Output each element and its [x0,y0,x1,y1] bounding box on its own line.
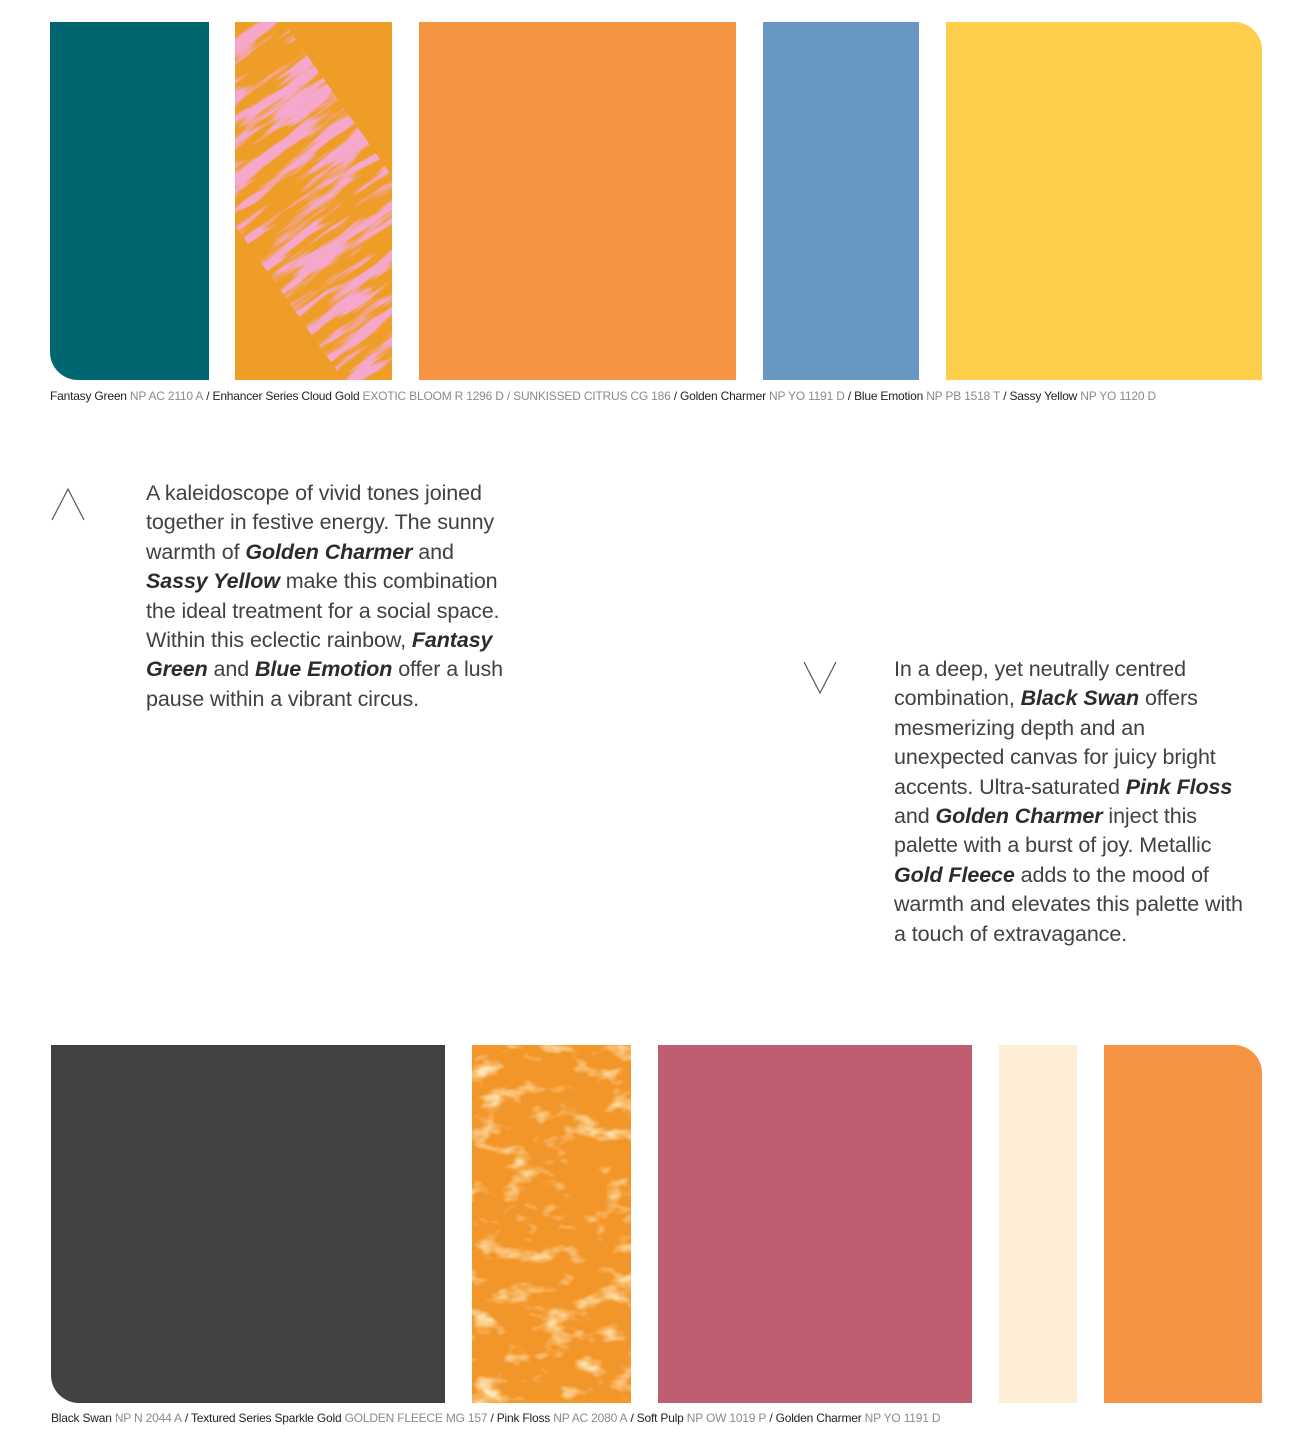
top-palette-caption [50,389,1156,403]
caption-separator: / [487,1411,497,1425]
top-palette-description [146,479,518,714]
color-name-emphasis: Pink Floss [1125,774,1233,799]
color-code: NP N 2044 A [111,1411,182,1425]
color-name: Golden Charmer [679,389,766,403]
color-name-emphasis: Golden Charmer [935,804,1103,829]
color-code: NP YO 1191 D [765,389,845,403]
caption-separator: / [766,1411,776,1425]
color-name: Blue Emotion [854,389,924,403]
swatch-golden-charmer-2 [1104,1045,1262,1403]
text-segment: offers mesmerizing depth and an unexpected canvas for juicy bright accents. Ultra-saturated [894,686,1216,799]
color-code: NP AC 2110 A [126,389,204,403]
text-segment: adds to the mood of warmth and elevates this palette with a touch of extravagance. [894,862,1243,946]
text-segment: A kaleidoscope of vivid tones joined together in festive energy. The sunny warmth of [146,481,495,564]
color-name-emphasis: Gold Fleece [894,862,1015,887]
color-name-emphasis: Blue Emotion [254,657,393,682]
caption-separator: / [181,1411,191,1425]
color-code: EXOTIC BLOOM R 1296 D / SUNKISSED CITRUS CG 186 [359,389,671,403]
caption-separator: / [670,389,680,403]
color-name: Soft Pulp [636,1411,684,1425]
color-name-emphasis: Black Swan [1020,686,1140,711]
caption-separator: / [203,389,213,403]
color-code: GOLDEN FLEECE MG 157 [341,1411,488,1425]
brush-texture [235,22,392,380]
color-name: Black Swan [51,1411,112,1425]
color-code: NP YO 1191 D [861,1411,941,1425]
mottled-texture [472,1045,631,1403]
color-code: NP AC 2080 A [550,1411,628,1425]
text-segment: inject this palette with a burst of joy. Metallic [894,804,1212,858]
swatch-fantasy-green [50,22,209,380]
bottom-palette-caption [51,1411,940,1425]
color-code: NP OW 1019 P [683,1411,767,1425]
color-name: Fantasy Green [50,389,127,403]
swatch-sassy-yellow [946,22,1262,380]
color-name-emphasis: Golden Charmer [245,539,413,564]
text-segment: and [412,539,454,564]
swatch-blue-emotion [763,22,919,380]
color-name: Enhancer Series Cloud Gold [212,389,360,403]
color-code: NP YO 1120 D [1077,389,1156,403]
color-name: Sassy Yellow [1009,389,1078,403]
text-segment: In a deep, yet neutrally centred combination, [894,657,1187,711]
text-segment: make this combination the ideal treatment for a social space. Within this eclectic rainbow, [146,569,500,653]
caption-separator: / [844,389,855,403]
chevron-up-icon [50,486,86,522]
color-name: Pink Floss [496,1411,551,1425]
text-segment: and [207,657,255,682]
color-name-emphasis: Fantasy Green [146,628,493,682]
swatch-textured-series-sparkle-gold [472,1045,631,1403]
swatch-black-swan [51,1045,445,1403]
swatch-soft-pulp [999,1045,1077,1403]
chevron-down-icon [802,660,838,696]
caption-separator: / [1000,389,1010,403]
color-code: NP PB 1518 T [923,389,1001,403]
color-name-emphasis: Sassy Yellow [146,569,280,594]
caption-separator: / [627,1411,637,1425]
color-name: Golden Charmer [775,1411,862,1425]
color-name: Textured Series Sparkle Gold [190,1411,342,1425]
bottom-palette-description [894,655,1246,949]
swatch-golden-charmer [419,22,736,380]
text-segment: and [894,804,936,829]
swatch-enhancer-series-cloud-gold [235,22,392,380]
text-segment: offer a lush pause within a vibrant circus. [146,657,503,711]
swatch-pink-floss [658,1045,972,1403]
